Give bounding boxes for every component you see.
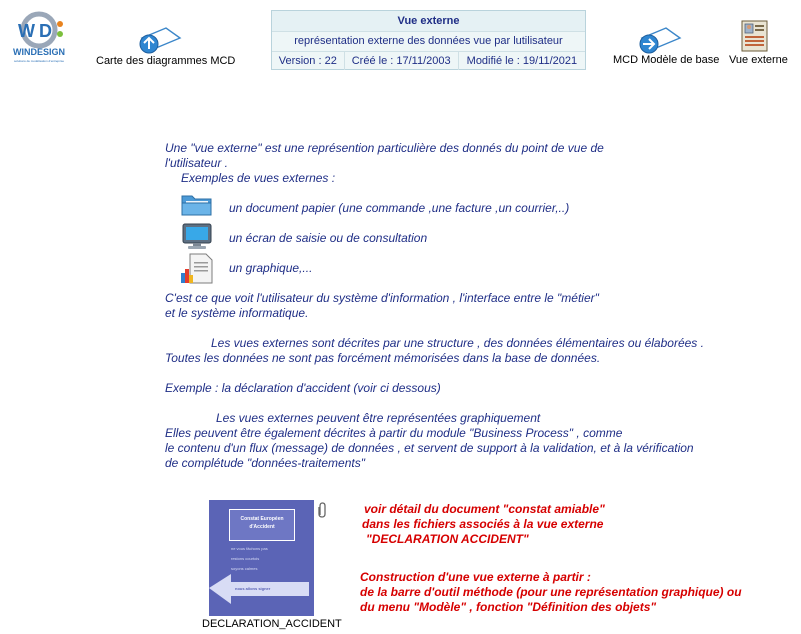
example-item-3: un graphique,... [229, 261, 313, 275]
vue-externe-button[interactable] [740, 20, 770, 52]
cover-line-4: nous allons signer [235, 586, 271, 591]
para-4c: le contenu d'un flux (message) de données , et servent de support à la validation, et à la vérification [165, 441, 694, 455]
para-4a: Les vues externes peuvent être représentées graphiquement [216, 411, 541, 425]
note-2a: Construction d'une vue externe à partir : [360, 570, 591, 584]
diagram-info-box [271, 10, 586, 70]
intro-line-1: Une "vue externe" est une représention particulière des donnés du point de vue de [165, 141, 604, 155]
cover-line-1: ne vous fâchons pas [231, 546, 268, 551]
nav-right-label[interactable]: MCD Modèle de base [613, 54, 720, 66]
page-title: Vue externe [272, 11, 585, 32]
document-caption: DECLARATION_ACCIDENT [202, 618, 342, 630]
modified-label: Modifié le : 19/11/2021 [466, 55, 578, 67]
logo-tagline: solutions de modélisation d'entreprise [13, 59, 65, 63]
para-4d: de complétude "données-traitements" [165, 456, 365, 470]
up-arrow-icon [138, 24, 182, 54]
nav-far-right-label[interactable]: Vue externe [729, 54, 788, 66]
windesign-logo [8, 10, 70, 64]
svg-text:W: W [18, 21, 35, 41]
form-document-icon [740, 20, 770, 52]
examples-title: Exemples de vues externes : [181, 171, 336, 185]
folder-icon [180, 191, 214, 217]
cover-line-2: restons courtois [231, 556, 260, 561]
note-1b: dans les fichiers associés à la vue externe [362, 517, 604, 531]
example-item-1: un document papier (une commande ,une facture ,un courrier,..) [229, 201, 570, 215]
note-1c: "DECLARATION ACCIDENT" [366, 532, 529, 546]
nav-up-button[interactable] [138, 24, 182, 54]
intro-line-2: l'utilisateur . [165, 156, 228, 170]
cover-title-1: Constat Européen [240, 516, 284, 522]
para-1b: et le système informatique. [165, 306, 309, 320]
para-3: Exemple : la déclaration d'accident (voir ci dessous) [165, 381, 441, 395]
logo-brand: WINDESIGN [12, 47, 66, 57]
note-2b: de la barre d'outil méthode (pour une représentation graphique) ou [360, 585, 742, 599]
svg-text:D: D [39, 21, 52, 41]
nav-left-label[interactable]: Carte des diagrammes MCD [96, 55, 236, 67]
nav-next-button[interactable] [638, 24, 682, 54]
note-2c: du menu "Modèle" , fonction "Définition des objets" [360, 600, 657, 614]
chart-document-icon [180, 253, 214, 285]
meta-row [272, 52, 585, 70]
cover-line-3: soyons calmes [231, 566, 258, 571]
para-2b: Toutes les données ne sont pas forcément mémorisées dans la base de données. [165, 351, 601, 365]
para-4b: Elles peuvent être également décrites à partir du module "Business Process" , comme [165, 426, 623, 440]
version-label: Version : 22 [272, 52, 345, 70]
paperclip-icon[interactable] [316, 502, 328, 518]
note-1a: voir détail du document "constat amiable" [364, 502, 605, 516]
cover-title-2: d'Accident [249, 524, 275, 530]
page-subtitle: représentation externe des données vue par lutilisateur [272, 32, 585, 52]
para-2a: Les vues externes sont décrites par une structure , des données élémentaires ou élaborées . [211, 336, 704, 350]
monitor-icon [180, 222, 214, 250]
example-item-2: un écran de saisie ou de consultation [229, 231, 428, 245]
created-label: Créé le : 17/11/2003 [345, 52, 459, 70]
right-arrow-icon [638, 24, 682, 54]
cover-title-box [229, 509, 295, 541]
constat-document-thumbnail[interactable] [209, 500, 314, 616]
para-1a: C'est ce que voit l'utilisateur du système d'information , l'interface entre le "métier" [165, 291, 599, 305]
